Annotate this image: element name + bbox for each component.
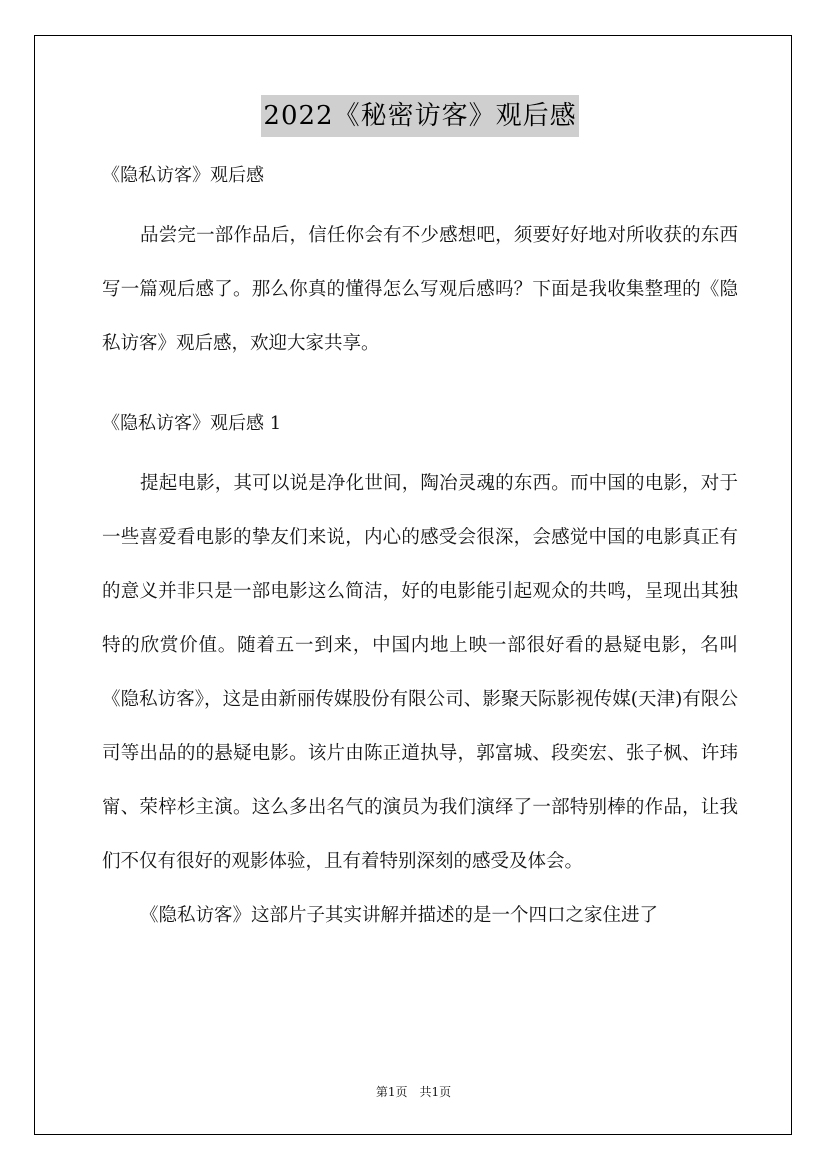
part1-paragraph-2: 《隐私访客》这部片子其实讲解并描述的是一个四口之家住进了 [140,905,659,926]
section-gap [102,371,738,411]
part1-paragraph-1: 提起电影，其可以说是净化世间，陶冶灵魂的东西。而中国的电影，对于一些喜爱看电影的挚友们来说，内心的感受会很深，会感觉中国的电影真正有的意义并非只是一部电影这么简洁，好的电影能引起观众的共鸣，呈现出其独特的欣赏价值。随着五一到来，中国内地上映一部很好看的悬疑电影，名叫《隐私访客》，这是由新丽传媒股份有限公司、影聚天际影视传媒(天津)有限公司等出品的的悬疑电影。该片由陈正道执导，郭富城、段奕宏、张子枫、许玮甯、荣梓杉主演。这么多出名气的演员为我们演绎了一部特别棒的作品，让我们不仅有很好的观影体验，且有着特别深刻的感受及体会。 [102,473,738,872]
intro-paragraph: 品尝完一部作品后，信任你会有不少感想吧，须要好好地对所收获的东西写一篇观后感了。那么你真的懂得怎么写观后感吗？下面是我收集整理的《隐私访客》观后感，欢迎大家共享。 [102,225,738,354]
title-wrap [102,95,738,137]
page-footer: 第1页 共1页 [375,1085,452,1099]
document-body [102,95,738,943]
document-title: 2022《秘密访客》观后感 [261,95,578,137]
section-heading: 《隐私访客》观后感 [102,165,264,186]
part1-heading: 《隐私访客》观后感 1 [102,413,282,434]
